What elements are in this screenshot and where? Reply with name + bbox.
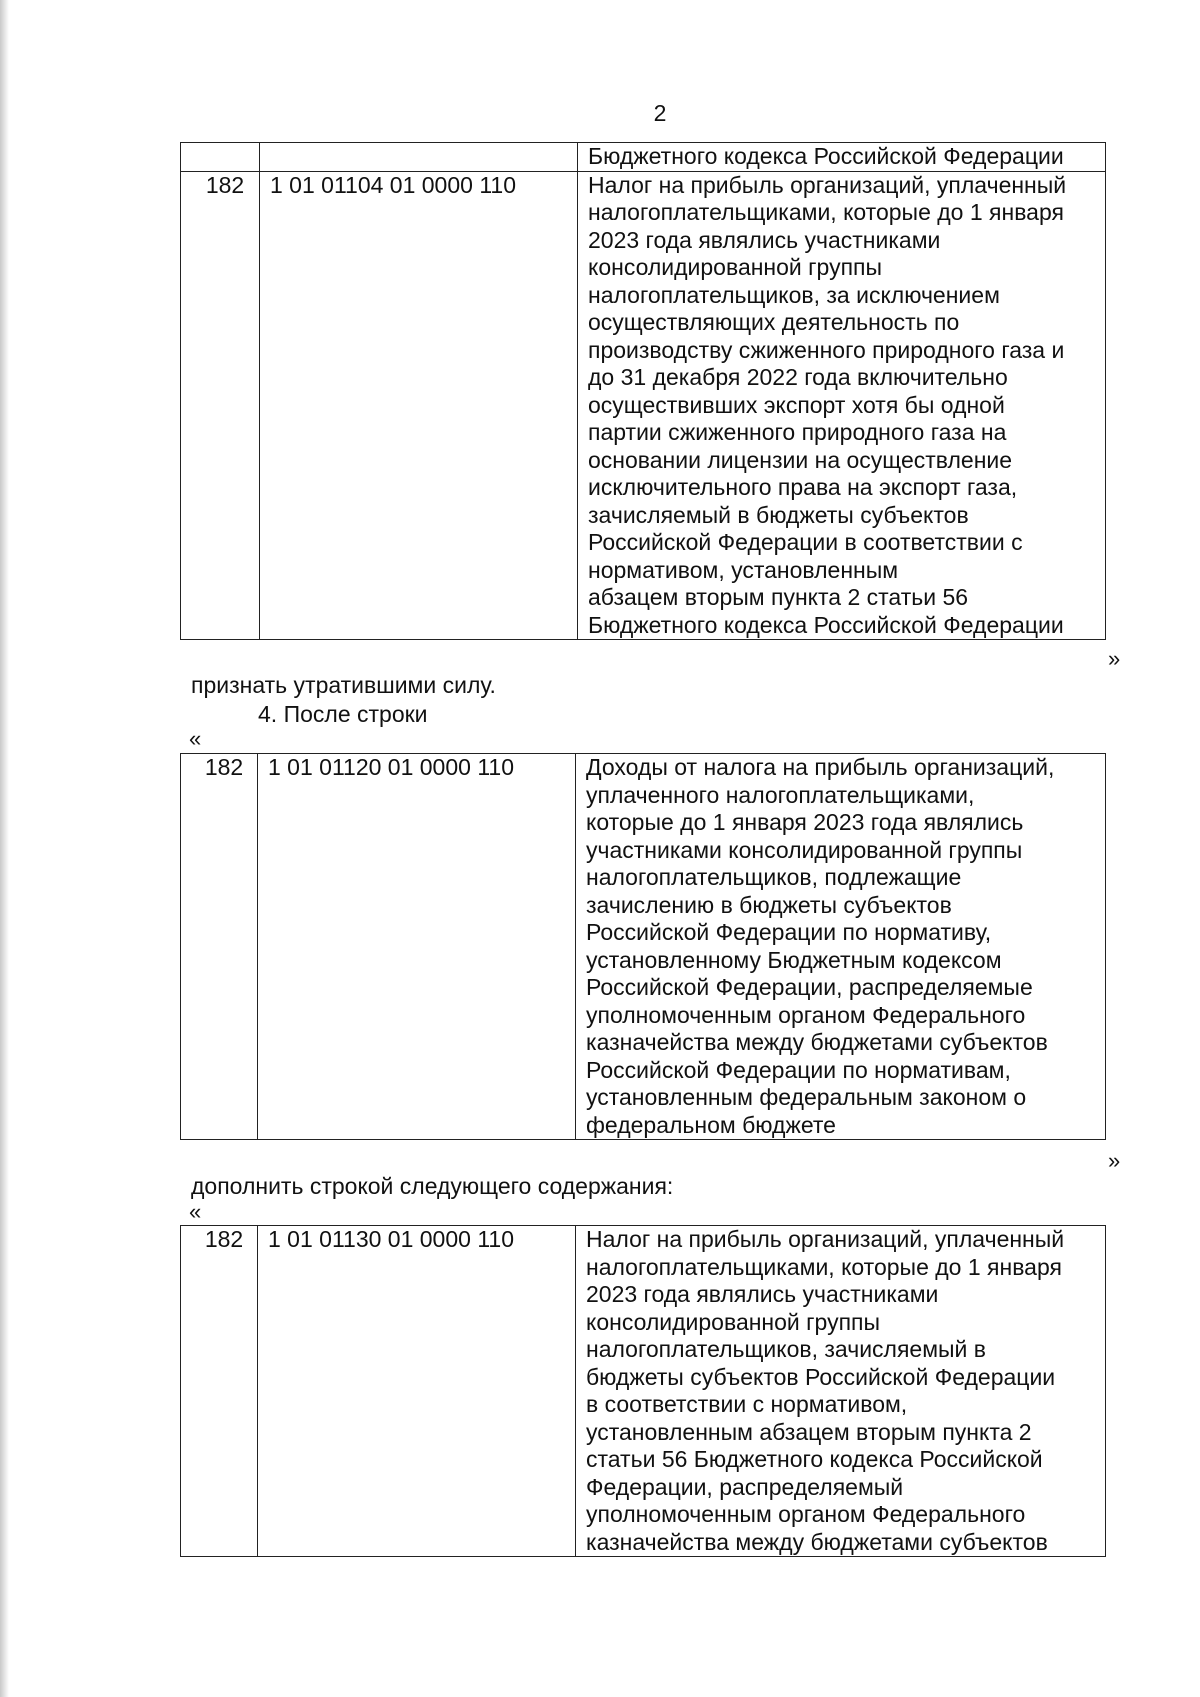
opening-quote: « [189, 726, 202, 751]
table-row [181, 1226, 1106, 1557]
paragraph-item-4: 4. После строки [258, 701, 428, 727]
kbk-code-cell: 1 01 01104 01 0000 110 [260, 171, 578, 640]
description-line: налогоплательщиков, подлежащие [586, 864, 962, 890]
description-line: установленному Бюджетным кодексом [586, 946, 1002, 973]
description-line: установленным абзацем вторым пункта 2 [586, 1418, 1032, 1445]
description-line: основании лицензии на осуществление [588, 446, 1013, 473]
table-row [181, 143, 1106, 172]
admin-code-cell: 182 [181, 754, 258, 1140]
table-row [181, 171, 1106, 640]
description-line: уполномоченным органом Федерального [586, 1501, 1026, 1527]
description-line: казначейства между бюджетами субъектов [586, 1029, 1048, 1055]
description-line: осуществивших экспорт хотя бы одной [588, 391, 1005, 418]
description-line: участниками консолидированной группы [586, 836, 1023, 863]
kbk-code-cell: 1 01 01120 01 0000 110 [258, 754, 576, 1140]
description-line: партии сжиженного природного газа на [588, 419, 1007, 445]
description-cell [578, 143, 1106, 172]
opening-quote: « [189, 1199, 202, 1224]
description-cell [578, 171, 1106, 640]
description-line: консолидированной группы [586, 1308, 881, 1335]
description-line: статьи 56 Бюджетного кодекса Российской [586, 1446, 1043, 1472]
scan-edge-shadow [0, 0, 9, 1697]
description-line: Налог на прибыль организаций, уплаченный [586, 1226, 1065, 1252]
budget-code-table-1 [180, 142, 1106, 640]
description-line: уполномоченным органом Федерального [586, 1001, 1026, 1028]
description-line: нормативом, установленным [588, 556, 899, 583]
paragraph-supplement: дополнить строкой следующего содержания: [191, 1173, 674, 1199]
table-row [181, 754, 1106, 1140]
description-line: консолидированной группы [588, 254, 883, 280]
description-line: Налог на прибыль организаций, уплаченный [588, 171, 1067, 198]
description-line: до 31 декабря 2022 года включительно [588, 364, 1008, 390]
description-line: Бюджетного кодекса Российской Федерации [588, 611, 1064, 638]
budget-code-table-3 [180, 1225, 1106, 1557]
description-line: Бюджетного кодекса Российской Федерации [588, 143, 1064, 169]
description-cell [576, 754, 1106, 1140]
closing-quote: » [1108, 1148, 1121, 1173]
description-line: Российской Федерации в соответствии с [588, 529, 1023, 555]
description-line: которые до 1 января 2023 года являлись [586, 809, 1024, 835]
description-line: установленным федеральным законом о [586, 1084, 1027, 1110]
description-line: осуществляющих деятельность по [588, 309, 960, 335]
description-line: Федерации, распределяемый [586, 1473, 904, 1500]
closing-quote: » [1108, 646, 1121, 671]
description-cell [576, 1226, 1106, 1557]
description-line: Российской Федерации по нормативам, [586, 1056, 1011, 1083]
description-line: зачислению в бюджеты субъектов [586, 891, 952, 918]
admin-code-cell: 182 [181, 171, 260, 640]
description-line: налогоплательщиками, которые до 1 января [588, 199, 1064, 225]
description-line: бюджеты субъектов Российской Федерации [586, 1363, 1056, 1390]
description-line: 2023 года являлись участниками [588, 226, 941, 253]
admin-code-cell: 182 [181, 1226, 258, 1557]
description-line: налогоплательщиками, которые до 1 января [586, 1253, 1062, 1280]
budget-code-table-2 [180, 753, 1106, 1140]
description-line: исключительного права на экспорт газа, [588, 474, 1018, 500]
description-line: абзацем вторым пункта 2 статьи 56 [588, 584, 969, 610]
description-line: налогоплательщиков, за исключением [588, 281, 1000, 308]
paragraph-recognize: признать утратившими силу. [191, 672, 496, 698]
description-line: в соответствии с нормативом, [586, 1391, 908, 1417]
description-line: уплаченного налогоплательщиками, [586, 781, 975, 808]
description-line: федеральном бюджете [586, 1111, 836, 1138]
description-line: налогоплательщиков, зачисляемый в [586, 1336, 987, 1362]
kbk-code-cell [260, 143, 578, 172]
description-line: зачисляемый в бюджеты субъектов [588, 501, 969, 528]
description-line: Российской Федерации, распределяемые [586, 974, 1033, 1000]
page-number: 2 [653, 100, 667, 126]
description-line: производству сжиженного природного газа и [588, 336, 1065, 363]
description-line: 2023 года являлись участниками [586, 1281, 939, 1307]
kbk-code-cell: 1 01 01130 01 0000 110 [258, 1226, 576, 1557]
description-line: Российской Федерации по нормативу, [586, 919, 992, 945]
description-line: казначейства между бюджетами субъектов [586, 1528, 1048, 1555]
description-line: Доходы от налога на прибыль организаций, [586, 754, 1055, 780]
admin-code-cell [181, 143, 260, 172]
